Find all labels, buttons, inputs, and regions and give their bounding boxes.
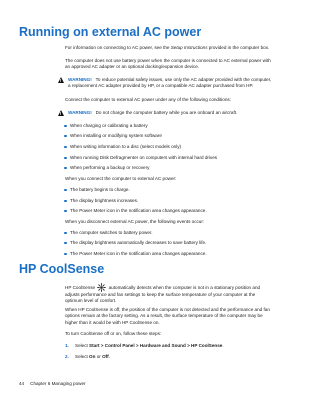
list-item: When running Disk Defragmenter on computers with internal hard drives — [70, 155, 295, 161]
warning-text: To reduce potential safety issues, use only the AC adapter provided with the computer, — [95, 77, 272, 82]
paragraph-disconnect-intro: When you disconnect external AC power, the following events occur: — [65, 219, 205, 224]
bullet-icon — [64, 253, 67, 256]
paragraph-text: HP CoolSense — [65, 285, 96, 290]
setup-instructions-reference: Setup Instructions — [170, 45, 208, 50]
paragraph-line: optimum level of comfort. — [65, 298, 117, 304]
paragraph-line: an approved AC adapter or an optional docking/expansion device. — [65, 64, 200, 70]
bullet-icon — [64, 200, 67, 203]
bullet-icon — [64, 125, 67, 128]
paragraph-battery-use — [65, 58, 295, 71]
bullet-icon — [64, 242, 67, 245]
paragraph-text: For information on connecting to AC power, see the — [65, 45, 171, 50]
page-number: 44 — [19, 381, 25, 386]
option-on: On — [89, 354, 96, 359]
bullet-icon — [64, 232, 67, 235]
section-title-coolsense: HP CoolSense — [19, 262, 105, 276]
bullet-icon — [64, 146, 67, 149]
paragraph-text: automatically detects when the computer is not in a stationary position and — [108, 285, 261, 290]
paragraph-coolsense-off — [65, 307, 295, 326]
paragraph-text-end: provided in the computer box. — [207, 45, 270, 50]
list-item: When writing information to a disc (select models only) — [70, 144, 295, 150]
list-item: The battery begins to charge. — [70, 187, 295, 193]
paragraph-line: The computer does not use battery power when the computer is connected to AC external power with — [65, 58, 271, 63]
list-item: The computer switches to battery power. — [70, 230, 295, 236]
bullet-icon — [64, 210, 67, 213]
coolsense-icon — [97, 283, 106, 292]
paragraph-setup-info — [65, 45, 295, 51]
paragraph-line: When HP CoolSense is off, the position of the computer is not detected and the performance and fan — [65, 307, 270, 312]
paragraph-line: higher than it would be with HP CoolSense on. — [65, 319, 160, 325]
paragraph-line: adjusts performance and fan settings to keep the surface temperature of your computer at the — [65, 292, 256, 297]
bullet-icon — [64, 189, 67, 192]
list-item: When charging or calibrating a battery — [70, 123, 295, 129]
document-page: Running on external AC power For information on connecting to AC power, see the Setup Instructions provided in the computer box. The computer does not use battery power when the computer is connected to AC external power with an approved AC adapter or an optional docking/expansion device. ! WARNING! To reduce potential safety issues, use only the AC adapter provided with the computer, a replacement AC adapter provided by HP, or a compatible AC adapter purchased from HP. Connect the computer to external AC power under any of the following conditions: ! WARNING! Do not charge the computer battery while you are onboard an aircraft. When charging or calibrating a battery When installing or modifying system software When writing information to a disc (select models only) When running Disk Defragmenter on computers with internal hard drives When performing a backup or recovery When you connect the computer to external AC power: The battery begins to charge. The display brightness increases. The Power Meter icon in the notification area changes appearance. When you disconnect external AC power, the following events occur: The computer switches to battery power. The display brightness automatically decreases to save battery life. The Power Meter icon in the notification area changes appearance. HP CoolSense HP CoolSense automatically detects when the computer is not in a stationary position and adjusts performance and fan settings to keep the surface temperature of your computer at the optimum level of comfort. When HP CoolSense is off, the position of the computer is not detected and the performance and fan options remain at the factory setting. As a result, the surface temperature of the computer may be higher than it would be with HP CoolSense on. To turn CoolSense off or on, follow these steps: 1. Select Start > Control Panel > Hardware and Sound > HP CoolSense. 2. Select On or Off. 44 Chapter 6 Managing power — [0, 0, 300, 399]
paragraph-connect-intro: When you connect the computer to external AC power: — [65, 176, 177, 181]
warning-label: WARNING! — [68, 77, 92, 82]
page-footer — [19, 381, 86, 386]
list-item: When installing or modifying system software — [70, 133, 295, 139]
list-item: The display brightness increases. — [70, 198, 295, 204]
bullet-icon — [64, 167, 67, 170]
paragraph-conditions-intro: Connect the computer to external AC power under any of the following conditions: — [65, 97, 231, 102]
list-item: The Power Meter icon in the notification area changes appearance. — [70, 251, 295, 257]
warning-icon — [58, 77, 64, 83]
warning-label: WARNING! — [68, 110, 92, 115]
option-off: Off — [102, 354, 109, 359]
list-item: The Power Meter icon in the notification area changes appearance. — [70, 208, 295, 214]
chapter-label: Chapter 6 Managing power — [30, 381, 86, 386]
section-title-ac-power: Running on external AC power — [19, 25, 202, 39]
warning-text: a replacement AC adapter provided by HP, or a compatible AC adapter purchased from HP. — [68, 83, 254, 89]
list-item: When performing a backup or recovery — [70, 165, 295, 171]
warning-icon — [58, 110, 64, 116]
bullet-icon — [64, 157, 67, 160]
warning-text: Do not charge the computer battery while you are onboard an aircraft. — [95, 110, 238, 115]
paragraph-line: options remain at the factory setting. As a result, the surface temperature of the computer may be — [65, 313, 263, 319]
step-number: 2. — [65, 354, 69, 359]
paragraph-coolsense-intro — [65, 283, 295, 305]
bullet-icon — [64, 135, 67, 138]
menu-path: Start > Control Panel > Hardware and Sound > HP CoolSense — [89, 343, 223, 348]
paragraph-steps-intro: To turn CoolSense off or on, follow these steps: — [65, 331, 162, 336]
step-number: 1. — [65, 343, 69, 348]
list-item: The display brightness automatically decreases to save battery life. — [70, 240, 295, 246]
